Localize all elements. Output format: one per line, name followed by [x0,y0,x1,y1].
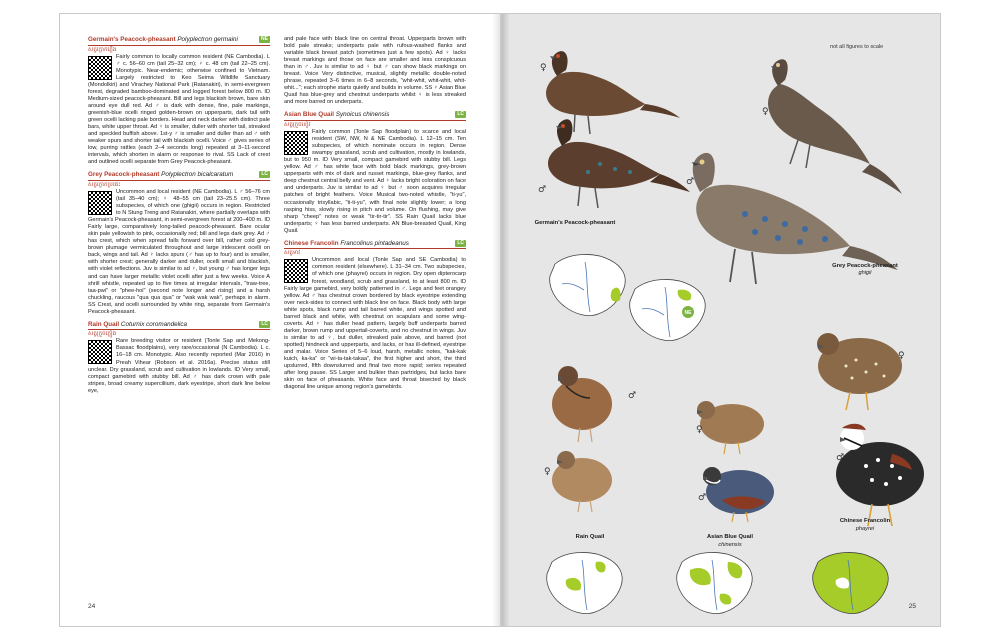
khmer-name: សត្វក្រួចខៀវ [284,122,311,129]
species-account [88,321,270,395]
common-name: Germain's Peacock-pheasant [88,36,176,43]
range-map-grey-peacock-pheasant [630,279,706,340]
species-name [284,240,409,248]
female-symbol: ♀ [544,467,551,477]
book-gutter [492,14,510,626]
scientific-name: Coturnix coromandelica [120,320,188,328]
species-description: Rare breeding visitor or resident (Tonle Sap and Mekong-Bassac floodplains), very rare/occasional (N Cambodia). L c. 16–18 cm. Monotypic. Also recently reported (Mar 2016) in Preah Vihear (Robson et al. 2016a). Precise status still unclear. Dry grassland, scrub and cultivation in lowlands. ID Very small, compact gamebird with stubby bill. Ad ♂ has dark crown with pale stripes, broad creamy superciliium, dark eyestripe, short dark line below eye, [88,338,270,394]
species-name [88,36,238,44]
male-symbol: ♂ [628,391,637,401]
common-name: Rain Quail [88,320,120,328]
label-asian-blue-quail: Asian Blue Quail [706,534,754,540]
page-number-left: 24 [88,603,96,610]
male-symbol: ♂ [686,177,695,187]
male-symbol: ♂ [698,493,707,503]
rain-quail-female-illustration [552,451,612,512]
scientific-name: Synoicus chinensis [335,111,390,119]
species-account [88,171,270,315]
species-account [284,111,466,234]
female-symbol: ♀ [762,107,769,117]
species-heading [88,36,270,46]
male-symbol: ♂ [836,453,845,463]
label-rain-quail: Rain Quail [575,534,605,540]
page-number-right: 25 [908,603,916,610]
conservation-status-badge: LC [457,111,464,118]
species-heading [88,321,270,331]
qr-code-icon[interactable] [88,56,112,80]
label-francolin-subspecies: phayrei [855,526,875,532]
species-description: and pale face with black line on central throat. Upperparts brown with bold pale streaks; underparts pale with rufous-washed flanks and variable black breast patch (sometimes just a few spots). Ad ♀ lacks breast markings and those on face are smaller and less conspicuous than in ♂. Juv is similar to ad ♀ but ♂ can show black markings on breast. Voice Very distinctive, musical, slightly metallic double-noted phrase, repeated 3–6 times in 6–8 seconds, "whit-whit, whit-whit, whit-whit..."; each strophe starts quietly and builds in volume. SS ♀ Asian Blue Quail has blue-grey and chestnut underparts whilst ♀ is less streaked and more barred on underparts. [284,36,466,106]
species-description: Fairly common to locally common resident (NE Cambodia). L ♂ c. 56–60 cm (tail 25–32 cm); ♀ c. 48 cm (tail 22–25 cm). Monotypic. Near-endemic; otherwise confined to Vietnam. Largely restricted to Keo Seima Wildlife Sanctuary (Mondolkiri) and Virachey National Park (Ratanakiri), in semi-evergreen forest, degraded bamboo-dominated and logged forest below 800 m. ID Medium-sized peacock-pheasant. Bill and legs blackish brown, bare skin around eye dull red. Ad ♂ is dark with dense, fine, pale markings, greenish-blue ocelli ringed golden-brown on upperparts, dark tail with green ocelli lacking pale borders. Head and neck darker with distinct pale bars, white upper throat. Ad ♀ is smaller, duller with shorter tail, streaked and speckled buffish above. 1st-y ♂ is smaller and duller than ad ♂ with weaker spurs and shorter tail with blackish ocelli. Voice ♂ gives series of low, purring rattles (each 2–4 seconds long) repeated at 3–11-second intervals, which shorten in alarm or response to rival. SS Lack of crest and outlined ocelli separate from Grey Peacock-pheasant. [88,53,270,166]
label-chinese-francolin: Chinese Francolin [839,518,891,524]
qr-code-icon[interactable] [88,340,112,364]
species-name [88,321,187,329]
range-map-asian-blue-quail [677,552,753,613]
chinese-francolin-female-illustration [817,333,902,410]
rain-quail-male-illustration [552,366,612,442]
range-map-rain-quail [547,552,623,613]
species-heading [284,111,466,121]
right-page-plate [500,14,940,626]
range-map-chinese-francolin [813,552,889,613]
chinese-francolin-male-illustration [836,424,924,526]
ne-badge-label: NE [684,310,692,316]
species-heading [88,171,270,181]
species-description: Fairly common (Tonle Sap floodplain) to scarce and local resident (SW, NW, N & NE Cambodia). L 12–15 cm. Ten subspecies, of which nominate occurs in region. Dense swampy grassland, scrub and cultivation, mostly in lowlands, but to 950 m. ID Very small, compact gamebird with stubby bill. Legs yellow. Ad ♂ has white face with bold black markings, grey-brown upperparts with mix of dark and russet markings, blue-grey flanks, and deep chestnut central belly and vent. Ad ♀ lacks bright coloration on face and underparts. Juv is similar to ad ♀ but ♂ soon acquires irregular patches of bright feathers. Voice Musical two-noted whistle, "ti-yu", occasionally trisyllabic, "ti-ti-yu", with final note slightly lower; a long rasping hiss, slowly rising in pitch and volume. On flushing, may give sharp "cheep" notes or weak "tir-tir-tir". SS Rain Quail lacks blue underparts; ♀ has less barred underparts. AN Blue-breasted Quail, King Quail. [284,129,466,234]
species-description: Uncommon and local resident (NE Cambodia). L ♂ 56–76 cm (tail 35–40 cm); ♀ 48–55 cm (tail 23–25.5 cm). Three subspecies, of which one (ghigii) occurs in region. Restricted to N Stung Treng and Ratanakiri, where partially overlaps with Germain's Peacock-pheasant, in semi-evergreen forest at 200–400 m. ID Fairly large, comparatively long-tailed peacock-pheasant. Bare ocular skin pale yellowish to pink, occasionally red; bill and legs dark grey. Ad ♂ has crest, which when spread falls forward over bill, rather cold grey-brown plumage vermiculated throughout and large iridescent ocelli on back, wings and tail. Ad ♀ lacks spurs (♂ has up to four) and is smaller, with shorter crest; generally darker and duller, ocelli small and blackish, with violet reflections. Juv is similar to ad ♀, but young ♂ has longer legs and can have larger metallic violet ocelli after just a few weeks. Voice A shrill whistle, repeated up to five times at irregular intervals, "traw-tree, taa-pwi" or "phee-hoi" (second note longer and rising) and a harsh chuckling, raucous "qua qua qua" or "wak wak wak", perhaps in alarm. SS Crest, and ocelli surrounded by white ring, separate from Germain's Peacock-pheasant. [88,188,270,315]
label-asian-blue-subspecies: chinensis [718,542,742,548]
species-name [284,111,389,119]
common-name: Asian Blue Quail [284,111,335,119]
khmer-name: សត្វក្ងោកប្រផេះ [88,181,121,188]
khmer-name: សត្វក្ងោកភ្លើង [88,46,117,53]
label-germains-peacock-pheasant: Germain's Peacock-pheasant [534,220,616,226]
book-spread [60,14,940,626]
scientific-name: Polyplectron germaini [177,36,238,43]
scale-note: not all figures to scale [830,44,884,50]
khmer-name: សត្វទាវ [284,250,300,257]
left-page [60,14,500,626]
germains-peacock-pheasant-male-illustration [548,119,690,208]
male-symbol: ♂ [538,185,547,195]
asian-blue-quail-male-illustration [703,467,774,522]
khmer-name: សត្វក្រួចភ្លៀង [88,331,117,338]
grey-peacock-pheasant-female-illustration [768,59,902,194]
text-column-left [88,36,270,400]
conservation-status-badge: LC [261,320,268,327]
conservation-status-badge: NE [261,36,268,42]
qr-code-icon[interactable] [284,131,308,155]
label-grey-subspecies: ghigii [858,270,872,276]
asian-blue-quail-female-illustration [697,401,764,454]
qr-code-icon[interactable] [88,191,112,215]
common-name: Chinese Francolin [284,239,339,247]
species-name [88,171,233,179]
species-description: Uncommon and local (Tonle Sap and SE Cambodia) to common resident (elsewhere). L 31–34 cm. Two subspecies, of which one (phayrei) occurs in region. Dry open dipterocarp forest, woodland, scrub and grassland, to at least 800 m. ID Fairly large gamebird, very boldly patterned in ♂. Legs and feet orangey yellow. Ad ♂ has chestnut crown bordered by black eyestripe extending over neck-sides to connect with black line on face. Black body with large white spots, black rump and tail barred white, and wings spotted and barred black and white, with chestnut on scapulars and some wing-coverts. Ad ♀ has duller head pattern, largely buff underparts barred darker, brown rump and uppertail-coverts, and no chestnut in wings. Juv is similar to ad ♀, but duller, streaked pale above, and barred (not spotted) hindneck and upperparts, and lacks, or has ill-defined, eyestripe and malar. Voice Series of 5–6 loud, harsh, metallic notes, "kak-kak kuich, ka-ka" or "wi-ta-tak-takaa", the first higher and short, the third upslurred, fifth downslurred and final two more rapid; series repeated after long pause. SS Larger and bulkier than partridges, but lacks bare skin on face of pheasants. White face and throat bisected by black diagonal line unique among region's gamebirds. [284,257,466,391]
scientific-name: Polyplectron bicalcaratum [161,171,234,179]
female-symbol: ♀ [540,63,547,73]
conservation-status-badge: LC [261,171,268,178]
common-name: Grey Peacock-pheasant [88,171,160,179]
species-account [88,36,270,166]
qr-code-icon[interactable] [284,259,308,283]
range-map-germains [550,254,626,315]
species-heading [284,240,466,250]
female-symbol: ♀ [696,425,703,435]
scientific-name: Francolinus pintadeanus [340,239,409,247]
species-account [284,240,466,391]
species-account [284,36,466,106]
label-grey-peacock-pheasant: Grey Peacock-pheasant [832,263,898,269]
text-column-right [284,36,466,396]
female-symbol: ♀ [898,351,905,361]
conservation-status-badge: LC [457,239,464,246]
